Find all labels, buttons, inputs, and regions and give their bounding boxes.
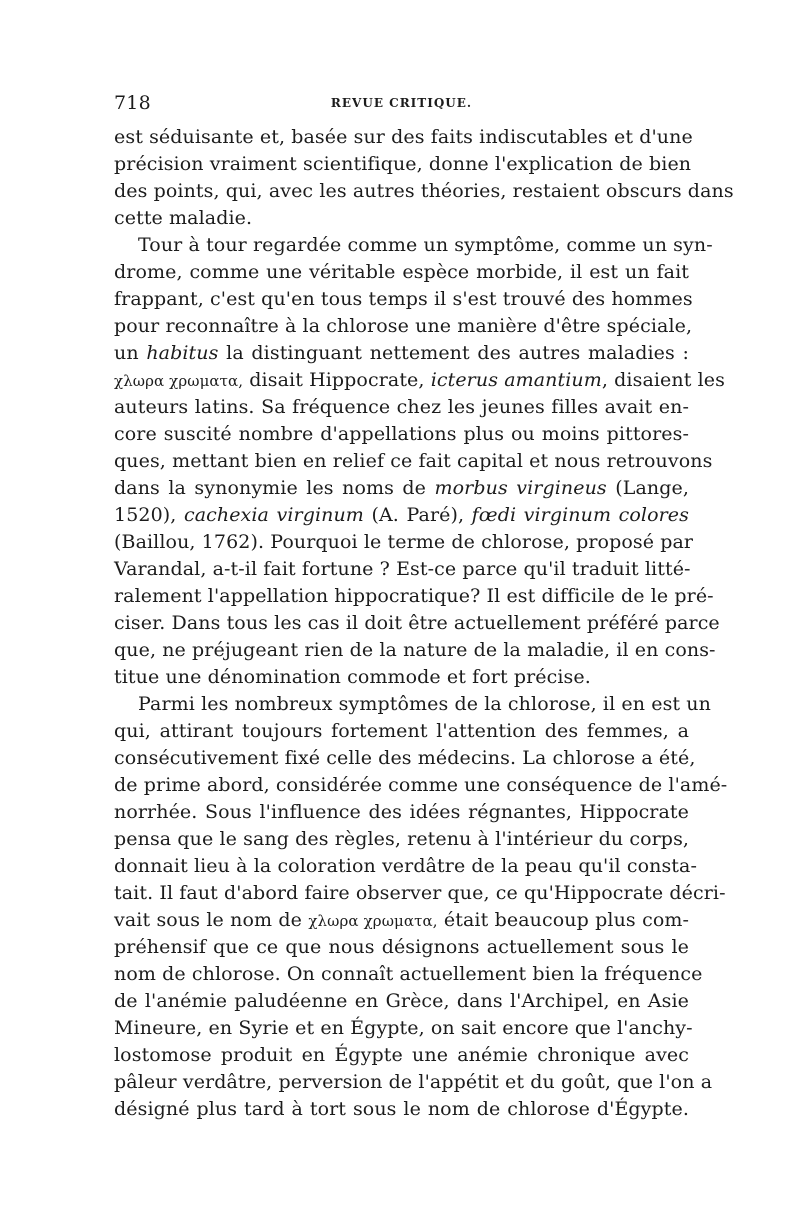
text-line: ralement l'appellation hippocratique? Il est difficile de le pré- — [114, 585, 714, 607]
text-line: Tour à tour regardée comme un symptôme, comme un syn- — [138, 234, 713, 256]
text-line: consécutivement fixé celle des médecins. La chlorose a été, — [114, 747, 696, 769]
italic-term: fœdi virginum colores — [471, 504, 690, 526]
text-segment: un — [114, 342, 147, 364]
text-segment: , disaient les — [601, 369, 725, 391]
text-line: titue une dénomination commode et fort précise. — [114, 666, 591, 688]
text-line: pensa que le sang des règles, retenu à l'intérieur du corps, — [114, 828, 690, 850]
text-line: pour reconnaître à la chlorose une manière d'être spéciale, — [114, 315, 693, 337]
text-line: précision vraiment scientifique, donne l'explication de bien — [114, 153, 692, 175]
text-segment: 1520), — [114, 504, 184, 526]
text-line: préhensif que ce que nous désignons actuellement sous le — [114, 936, 689, 958]
text-line: norrhée. Sous l'influence des idées régnantes, Hippocrate — [114, 801, 689, 823]
text-line: nom de chlorose. On connaît actuellement bien la fréquence — [114, 963, 703, 985]
text-line: Varandal, a-t-il fait fortune ? Est-ce parce qu'il traduit litté- — [114, 558, 691, 580]
text-line: Mineure, en Syrie et en Égypte, on sait encore que l'anchy- — [114, 1017, 693, 1039]
text-line: frappant, c'est qu'en tous temps il s'est trouvé des hommes — [114, 288, 693, 310]
text-line: auteurs latins. Sa fréquence chez les jeunes filles avait en- — [114, 396, 689, 418]
italic-term: habitus — [146, 342, 219, 364]
text-line: ciser. Dans tous les cas il doit être actuellement préféré parce — [114, 612, 720, 634]
text-line: qui, attirant toujours fortement l'attention des femmes, a — [114, 720, 689, 742]
text-line: core suscité nombre d'appellations plus ou moins pittores- — [114, 423, 689, 445]
italic-term: cachexia virginum — [183, 504, 364, 526]
text-line: des points, qui, avec les autres théories, restaient obscurs dans — [114, 180, 734, 202]
greek-term: χλωρα χρωματα, — [114, 372, 244, 390]
text-line: pâleur verdâtre, perversion de l'appétit et du goût, que l'on a — [114, 1071, 713, 1093]
text-segment: vait sous le nom de — [114, 909, 309, 931]
article-text — [114, 124, 734, 1123]
text-line: est séduisante et, basée sur des faits indiscutables et d'une — [114, 126, 693, 148]
text-line: que, ne préjugeant rien de la nature de la maladie, il en cons- — [114, 639, 716, 661]
text-line: ques, mettant bien en relief ce fait capital et nous retrouvons — [114, 450, 713, 472]
text-line — [114, 502, 689, 529]
text-line: de l'anémie paludéenne en Grèce, dans l'Archipel, en Asie — [114, 990, 689, 1012]
page-number: 718 — [114, 92, 151, 114]
text-segment: la distinguant nettement des autres maladies : — [218, 342, 689, 364]
italic-term: icterus amantium — [430, 369, 602, 391]
text-line: tait. Il faut d'abord faire observer que, ce qu'Hippocrate décri- — [114, 882, 726, 904]
text-line — [114, 475, 689, 502]
text-segment: (Lange, — [606, 477, 689, 499]
text-segment: (A. Paré), — [363, 504, 472, 526]
text-line — [114, 367, 725, 394]
greek-term: χλωρα χρωματα, — [308, 912, 438, 930]
page-header — [114, 90, 689, 120]
text-line: désigné plus tard à tort sous le nom de chlorose d'Égypte. — [114, 1098, 689, 1120]
text-line — [114, 907, 689, 934]
text-line — [114, 340, 689, 367]
text-segment: était beaucoup plus com- — [437, 909, 689, 931]
running-head: REVUE CRITIQUE. — [330, 96, 473, 110]
text-line: (Baillou, 1762). Pourquoi le terme de chlorose, proposé par — [114, 531, 694, 553]
text-segment: dans la synonymie les noms de — [114, 477, 435, 499]
page — [114, 90, 734, 1123]
italic-term: morbus virgineus — [434, 477, 607, 499]
text-line: Parmi les nombreux symptômes de la chlorose, il en est un — [138, 693, 711, 715]
text-line: cette maladie. — [114, 207, 253, 229]
text-line: drome, comme une véritable espèce morbide, il est un fait — [114, 261, 689, 283]
text-line: lostomose produit en Égypte une anémie chronique avec — [114, 1044, 689, 1066]
text-segment: disait Hippocrate, — [243, 369, 431, 391]
text-line: donnait lieu à la coloration verdâtre de la peau qu'il consta- — [114, 855, 697, 877]
text-line: de prime abord, considérée comme une conséquence de l'amé- — [114, 774, 728, 796]
